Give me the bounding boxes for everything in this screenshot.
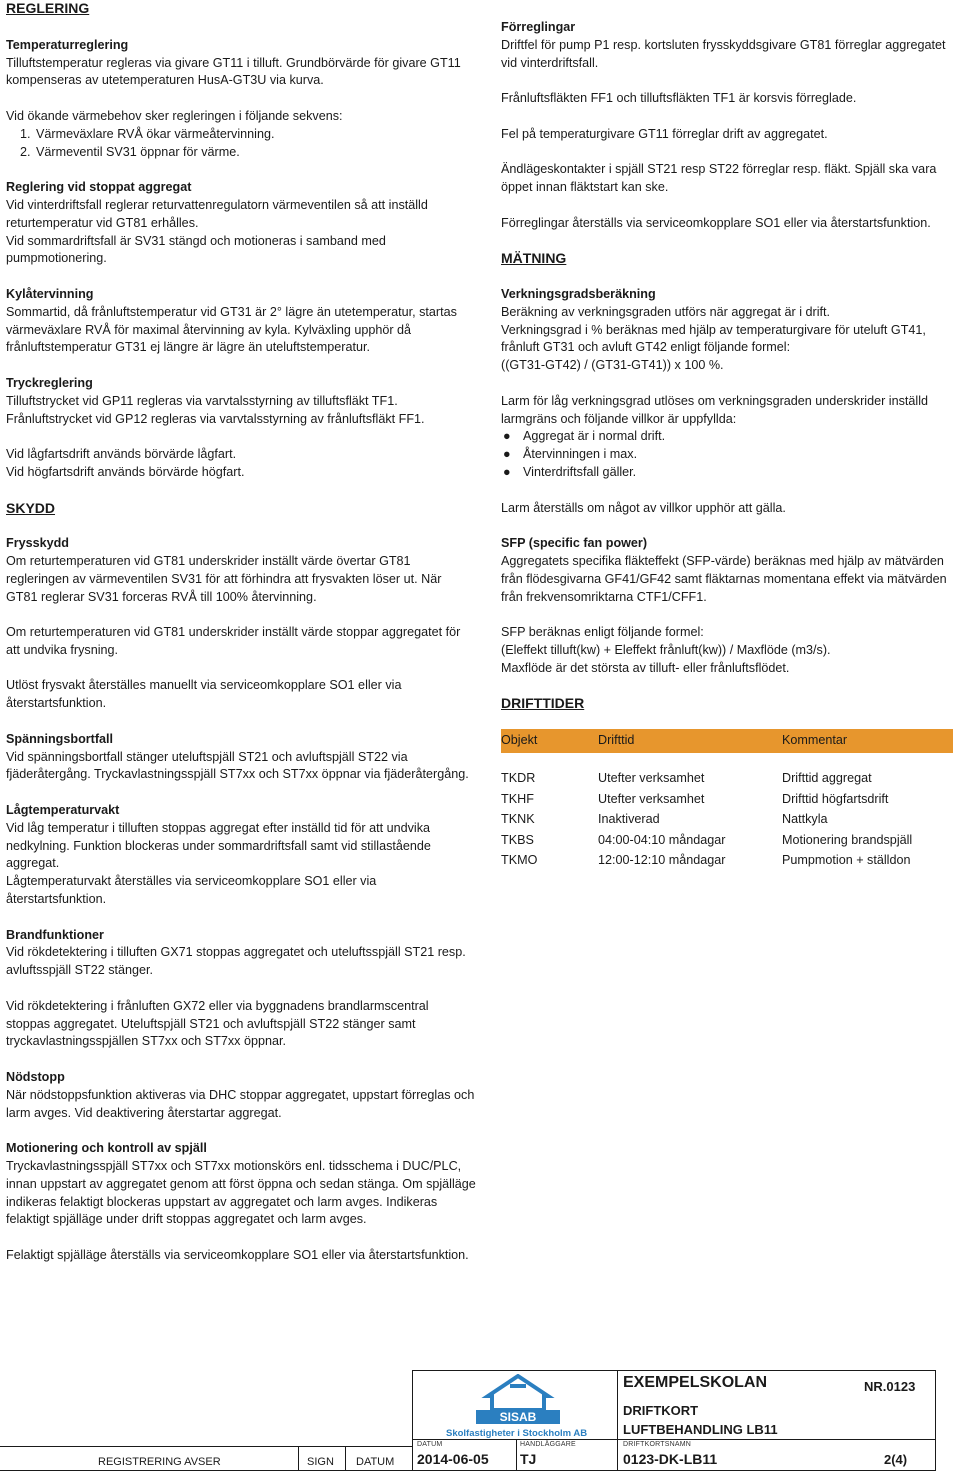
paragraph: Tilluftstemperatur regleras via givare GT11 i tilluft. Grundbörvärde för givare GT11 kompenseras av utetemperaturen HusA-GT3U via kurva. (6, 55, 461, 88)
table-cell: Inaktiverad (598, 812, 660, 827)
page-number: 2(4) (884, 1452, 908, 1467)
section-title-reglering: REGLERING (6, 0, 90, 16)
table-row (501, 810, 953, 830)
column-header: Kommentar (782, 729, 953, 753)
paragraph: När nödstoppsfunktion aktiveras via DHC stoppar aggregatet, uppstart förreglas och larm avges. Vid deaktivering återstartar aggregat. (6, 1087, 475, 1120)
handlaggare-value: TJ (520, 1451, 537, 1467)
logo-subtitle: Skolfastigheter i Stockholm AB (446, 1428, 588, 1439)
paragraph: Vid spänningsbortfall stänger uteluftspjäll ST21 och avluftspjäll ST22 via fjäderåtergång. Tryckavlastningsspjäll ST7xx och ST7xx öppnar via fjäderåtergång. (6, 749, 469, 782)
table-row (501, 851, 953, 871)
table-cell: TKMO (501, 852, 538, 867)
table-header-row (501, 729, 953, 753)
heading-temperaturreglering: Temperaturreglering (6, 37, 129, 52)
paragraph: Fel på temperaturgivare GT11 förreglar drift av aggregatet. (501, 126, 828, 141)
bullet-icon: ● (503, 447, 511, 462)
heading-tryckreglering: Tryckreglering (6, 375, 93, 390)
paragraph: Vid högfartsdrift används börvärde högfart. (6, 464, 245, 479)
sign-label: SIGN (307, 1456, 334, 1468)
table-cell: Utefter verksamhet (598, 771, 705, 786)
heading-motionering-spjall: Motionering och kontroll av spjäll (6, 1141, 207, 1156)
paragraph: Vid rökdetektering i tilluften GX71 stoppas aggregatet och uteluftsspjäll ST21 resp. avluftsspjäll ST22 stänger. (6, 945, 466, 978)
table-cell: Utefter verksamhet (598, 791, 705, 806)
bullet-icon: ● (503, 464, 511, 479)
section-title-matning: MÄTNING (501, 250, 567, 267)
heading-verkningsgrad: Verkningsgradsberäkning (501, 286, 656, 301)
paragraph: Aggregatets specifika fläkteffekt (SFP-värde) beräknas med hjälp av mätvärden från flödesgivarna GF41/GF42 samt fläktarnas momentana effekt via mätvärden från frekvensomriktarna CTF1/CFF1. (501, 553, 947, 604)
table-cell: Motionering brandspjäll (782, 832, 913, 847)
paragraph: Om returtemperaturen vid GT81 underskrider inställt värde övertar GT81 regleringen av värmeventilen SV31 för att förhindra att frysvakten löser ut. När GT81 reglerar SV31 forceras RVÅ till 100% återvinning. (6, 553, 442, 604)
heading-brandfunktioner: Brandfunktioner (6, 927, 104, 942)
list-item: ● Aggregat är i normal drift. (523, 428, 953, 446)
paragraph: Felaktigt spjälläge återställs via serviceomkopplare SO1 eller via återstartsfunktion. (6, 1247, 469, 1262)
list-item: 1. Värmeväxlare RVÅ ökar värmeåtervinning. (34, 126, 476, 144)
paragraph: Vid sommardriftsfall är SV31 stängd och motioneras i samband med pumpmotionering. (6, 233, 386, 266)
heading-frysskydd: Frysskydd (6, 536, 69, 551)
list-item: 2. Värmeventil SV31 öppnar för värme. (34, 144, 476, 162)
handlaggare-label: HANDLÄGGARE (520, 1441, 576, 1448)
document-type: DRIFTKORT (623, 1403, 699, 1418)
formula: ((GT31-GT42) / (GT31-GT41)) x 100 %. (501, 358, 724, 373)
title-block (0, 1370, 960, 1471)
table-row (501, 830, 953, 850)
formula: (Eleffekt tilluft(kw) + Eleffekt frånluft(kw)) / Maxflöde (m3/s). (501, 642, 831, 657)
driftkort-number: 0123-DK-LB11 (623, 1451, 718, 1467)
list-item: ● Vinterdriftsfall gäller. (523, 464, 953, 482)
table-cell: Nattkyla (782, 812, 828, 827)
datum-label: DATUM (356, 1456, 395, 1468)
paragraph: Driftfel för pump P1 resp. kortsluten frysskyddsgivare GT81 förreglar aggregatet vid vinterdriftsfall. (501, 37, 946, 70)
paragraph: Om returtemperaturen vid GT81 underskrider inställt värde stoppar aggregatet för att undvika frysning. (6, 625, 461, 657)
paragraph: Vid ökande värmebehov sker regleringen i följande sekvens: (6, 108, 343, 123)
paragraph: Frånluftsfläkten FF1 och tilluftsfläkten TF1 är korsvis förreglade. (501, 91, 857, 106)
paragraph: Lågtemperaturvakt återställes via serviceomkopplare SO1 eller via återstartsfunktion. (6, 874, 377, 907)
condition-list (501, 428, 953, 481)
registrering-label: REGISTRERING AVSER (98, 1456, 221, 1468)
paragraph: Larm för låg verkningsgrad utlöses om verkningsgraden underskrider inställd larmgräns och följande villkor är uppfyllda: (501, 393, 929, 426)
paragraph: Sommartid, då frånluftstemperatur vid GT31 är 2° lägre än utetemperatur, startas värmeväxlare RVÅ för maximal återvinning av kyla. Kylväxling upphör då frånluftstemperatur GT31 ej längre är lägre än uteluftstemperatur. (6, 304, 457, 355)
table-cell: Drifttid högfartsdrift (782, 791, 889, 806)
paragraph: Frånluftstrycket vid GP12 regleras via varvtalsstyrning av frånluftsfläkt FF1. (6, 411, 425, 426)
table-cell: TKBS (501, 832, 534, 847)
list-item: ● Återvinningen i max. (523, 446, 953, 464)
paragraph: Tryckavlastningsspjäll ST7xx och ST7xx motionskörs enl. tidsschema i DUC/PLC, innan uppstart av aggregatet genom att först öppna och sedan stänga. Om spjälläge indikeras felaktigt blockeras uppstart av aggregatet och larm avges. Indikeras felaktigt spjälläge under drift stoppas aggregatet och larm avges. (6, 1159, 476, 1227)
heading-forreglingar: Förreglingar (501, 20, 576, 34)
paragraph: Beräkning av verkningsgraden utförs när aggregat är i drift. (501, 304, 831, 319)
section-title-skydd: SKYDD (6, 499, 56, 516)
bullet-icon: ● (503, 429, 511, 444)
paragraph: Larm återställs om något av villkor upphör att gälla. (501, 500, 786, 515)
paragraph: Vid vinterdriftsfall reglerar returvattenregulatorn värmeventilen så att inställd returtemperatur vid GT81 erhålles. (6, 197, 428, 230)
left-column (6, 0, 476, 1265)
heading-sfp: SFP (specific fan power) (501, 536, 648, 551)
heading-stoppat-aggregat: Reglering vid stoppat aggregat (6, 180, 192, 195)
table-cell: Drifttid aggregat (782, 771, 872, 786)
paragraph: Vid låg temperatur i tilluften stoppas aggregat efter inställd tid för att undvika nedkylning. Funktion blockeras under sommardriftsfall samt vid stillastående aggregat. (6, 820, 431, 871)
section-title-drifttider: DRIFTTIDER (501, 695, 585, 712)
table-cell: TKDR (501, 771, 536, 786)
right-column (501, 19, 953, 871)
paragraph: Maxflöde är det största av tilluft- eller frånluftsflödet. (501, 660, 790, 675)
heading-spanningsbortfall: Spänningsbortfall (6, 731, 114, 746)
table-cell: TKNK (501, 812, 535, 827)
paragraph: SFP beräknas enligt följande formel: (501, 625, 704, 640)
logo-text: SISAB (499, 1410, 537, 1424)
table-cell: 04:00-04:10 måndagar (598, 832, 726, 847)
heading-nodstopp: Nödstopp (6, 1070, 65, 1085)
sisab-logo (470, 1374, 566, 1424)
school-name: EXEMPELSKOLAN (623, 1374, 768, 1391)
paragraph: Ändlägeskontakter i spjäll ST21 resp ST22 förreglar resp. fläkt. Spjäll ska vara öppet innan fläktstart kan ske. (501, 162, 937, 195)
table-row (501, 789, 953, 809)
paragraph: Vid lågfartsdrift används börvärde lågfart. (6, 447, 237, 462)
paragraph: Tilluftstrycket vid GP11 regleras via varvtalsstyrning av tilluftsfläkt TF1. (6, 393, 398, 408)
table-cell: Pumpmotion + ställdon (782, 852, 911, 867)
heading-lagtemperaturvakt: Lågtemperaturvakt (6, 803, 120, 818)
paragraph: Vid rökdetektering i frånluften GX72 eller via byggnadens brandlarmscentral stoppas aggregatet. Uteluftspjäll ST21 och avluftspjäll ST22 stänger samt tryckavlastningsspjällen ST7xx och ST7xx öppnar. (6, 998, 429, 1049)
document-number: NR.0123 (864, 1379, 916, 1394)
paragraph: Verkningsgrad i % beräknas med hjälp av temperaturgivare för uteluft GT41, frånluft GT31 och avluft GT42 enligt följande formel: (501, 322, 926, 355)
column-header: Drifttid (598, 729, 782, 753)
datum-small-label: DATUM (417, 1441, 443, 1448)
table-cell: TKHF (501, 791, 534, 806)
driftkortsnamn-label: DRIFTKORTSNAMN (623, 1441, 692, 1448)
drifttider-table (501, 729, 953, 871)
heading-kylatervinning: Kylåtervinning (6, 286, 94, 301)
object-name: LUFTBEHANDLING LB11 (623, 1422, 778, 1437)
table-row (501, 769, 953, 789)
sequence-list (6, 126, 476, 162)
paragraph: Utlöst frysvakt återställes manuellt via serviceomkopplare SO1 eller via återstartsfunktion. (6, 678, 402, 711)
column-header: Objekt (501, 729, 598, 753)
table-cell: 12:00-12:10 måndagar (598, 852, 726, 867)
date-value: 2014-06-05 (417, 1451, 489, 1467)
paragraph: Förreglingar återställs via serviceomkopplare SO1 eller via återstartsfunktion. (501, 215, 931, 230)
